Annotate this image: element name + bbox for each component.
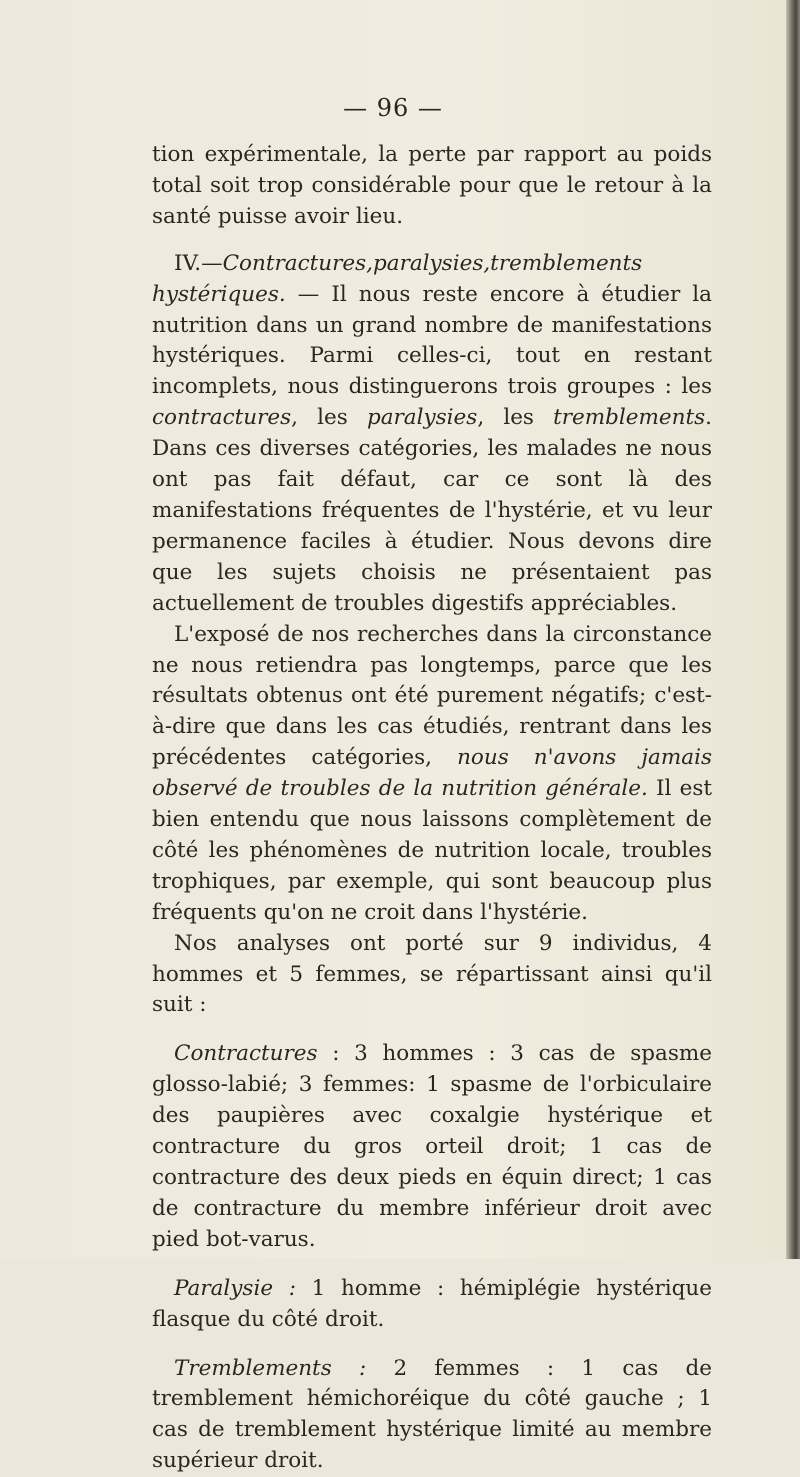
tremblements-text: 2 femmes : 1 cas de tremblement hémichoréique du côté gauche ; 1 cas de tremblement hystérique limité au membre supérieur droit. <box>152 1355 712 1474</box>
section-number: IV.— <box>174 250 223 276</box>
p2-text-b: , les <box>477 405 554 431</box>
tremblements-entry <box>152 1354 712 1477</box>
paralysie-entry <box>152 1274 712 1336</box>
page-number: — 96 — <box>343 94 443 122</box>
contractures-entry <box>152 1039 712 1255</box>
contractures-text: : 3 hommes : 3 cas de spasme glosso-labié; 3 femmes: 1 spasme de l'orbiculaire des paupières avec coxalgie hystérique et contracture du gros orteil droit; 1 cas de contracture des deux pieds en équin direct; 1 cas de contracture du membre inférieur droit avec pied bot-varus. <box>152 1041 712 1252</box>
results-paragraph <box>152 620 712 929</box>
p3-emphasis: nous n'avons jamais observé de troubles de la nutrition générale. <box>152 745 712 802</box>
analyses-paragraph <box>152 929 712 1022</box>
term-paralysies: paralysies <box>366 405 478 431</box>
paragraph-continuation <box>152 140 712 233</box>
term-contractures: contractures <box>152 405 292 431</box>
body-text <box>152 140 712 1477</box>
tremblements-label: Tremblements : <box>174 1355 367 1381</box>
p4-text: Nos analyses ont porté sur 9 individus, 4 hommes et 5 femmes, se répartissant ainsi qu'il suit : <box>152 930 712 1018</box>
p2-sep: , les <box>291 405 367 431</box>
page-edge <box>786 0 800 1259</box>
paralysie-text: 1 homme : hémiplégie hystérique flasque du côté droit. <box>152 1275 712 1332</box>
section-iv-paragraph <box>152 249 712 620</box>
p1-text: tion expérimentale, la perte par rapport au poids total soit trop considérable pour que le retour à la santé puisse avoir lieu. <box>152 142 712 229</box>
term-tremblements: tremblements <box>553 405 706 431</box>
p3-text-a: L'exposé de nos recherches dans la circonstance ne nous retiendra pas longtemps, parce que les résultats obtenus ont été purement négatifs; c'est-à-dire que dans les cas étudiés, rentrant dans les précédentes catégories, <box>152 621 712 771</box>
p2-text-c: . Dans ces diverses catégories, les malades ne nous ont pas fait défaut, car ce sont là des manifestations fréquentes de l'hystérie, et vu leur permanence faciles à étudier. Nous devons dire que les sujets choisis ne présentaient pas actuellement de troubles digestifs appréciables. <box>152 405 713 616</box>
p3-text-b: Il est bien entendu que nous laissons complètement de côté les phénomènes de nutrition locale, troubles trophiques, par exemple, qui sont beaucoup plus fréquents qu'on ne croit dans l'hystérie. <box>152 776 712 925</box>
paralysie-label: Paralysie : <box>174 1275 296 1301</box>
p2-text-a: — Il nous reste encore à étudier la nutrition dans un grand nombre de manifestations hystériques. Parmi celles-ci, tout en restant incomplets, nous distinguerons trois groupes : les <box>152 281 712 400</box>
section-title: Contractures,paralysies,tremblements hystériques. <box>152 250 643 307</box>
contractures-label: Contractures <box>174 1041 318 1067</box>
